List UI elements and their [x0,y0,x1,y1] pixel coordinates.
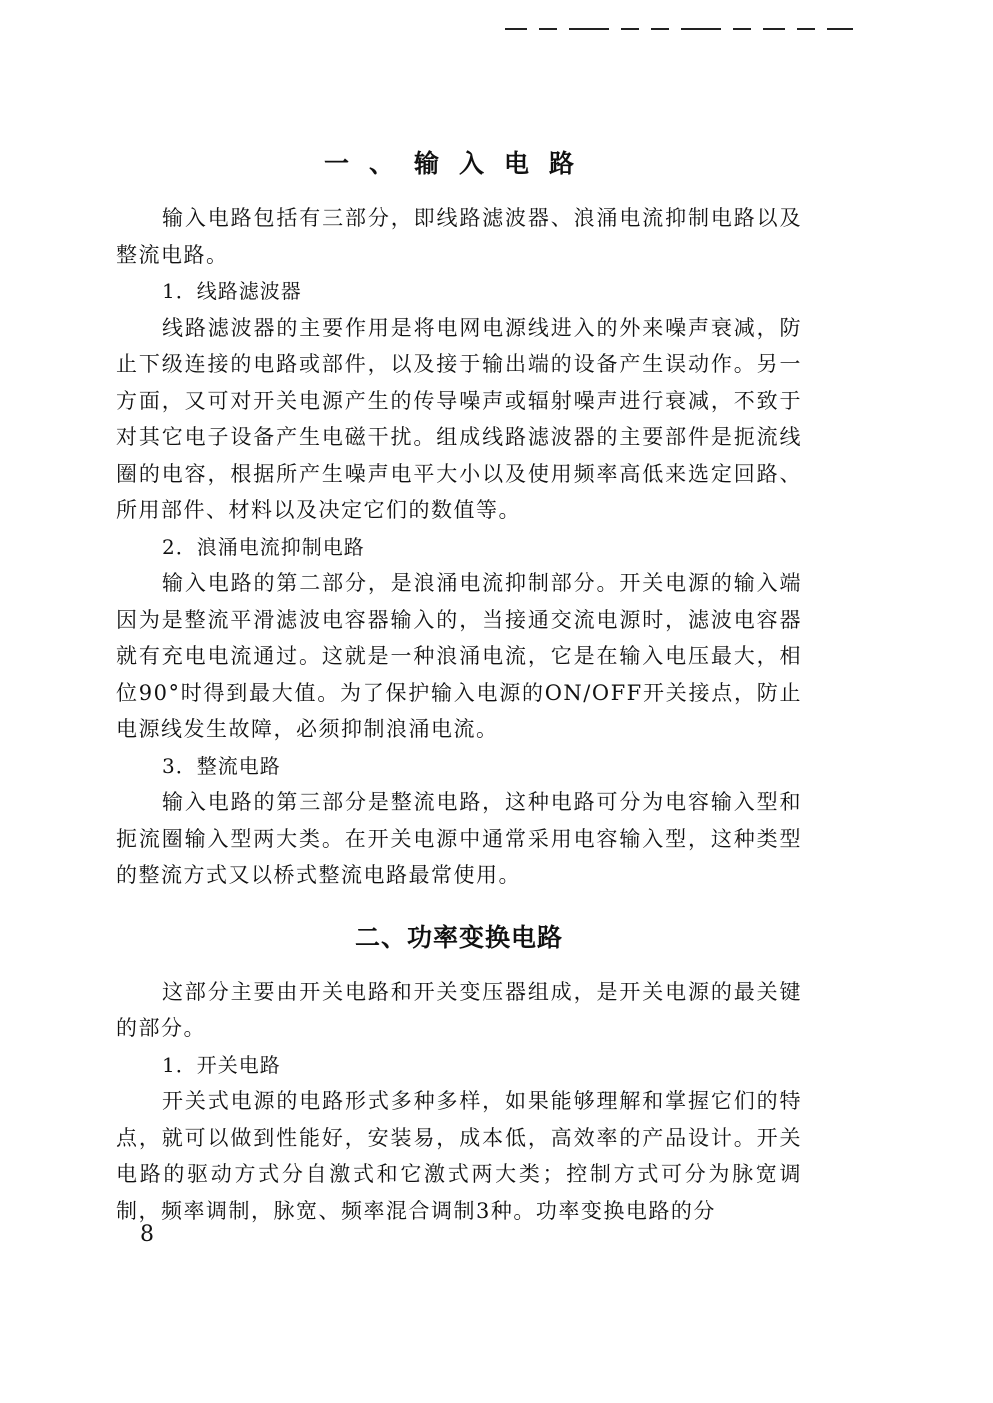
subsection-2-1-body: 开关式电源的电路形式多种多样，如果能够理解和掌握它们的特点，就可以做到性能好，安装易，成本低，高效率的产品设计。开关电路的驱动方式分自激式和它激式两大类；控制方式可分为脉宽调制，频率调制，脉宽、频率混合调制3种。功率变换电路的分 [116,1089,802,1223]
section-1-title: 一、输入电路 [323,149,594,178]
subsection-1-2-body: 输入电路的第二部分，是浪涌电流抑制部分。开关电源的输入端因为是整流平滑滤波电容器输入的，当接通交流电源时，滤波电容器就有充电电流通过。这就是一种浪涌电流，它是在输入电压最大，相位90°时得到最大值。为了保护输入电源的ON/OFF开关接点，防止电源线发生故障，必须抑制浪涌电流。 [116,571,802,741]
subsection-1-3-body: 输入电路的第三部分是整流电路，这种电路可分为电容输入型和扼流圈输入型两大类。在开关电源中通常采用电容输入型，这种类型的整流方式又以桥式整流电路最常使用。 [116,790,802,887]
subsection-1-1-body: 线路滤波器的主要作用是将电网电源线进入的外来噪声衰减，防止下级连接的电路或部件，以及接于输出端的设备产生误动作。另一方面，又可对开关电源产生的传导噪声或辐射噪声进行衰减，不致于对其它电子设备产生电磁干扰。组成线路滤波器的主要部件是扼流线圈的电容，根据所产生噪声电平大小以及使用频率高低来选定回路、所用部件、材料以及决定它们的数值等。 [116,315,802,522]
subsection-1-2-heading: 2．浪涌电流抑制电路 [162,534,365,559]
page-body [116,140,802,1229]
section-2-intro: 这部分主要由开关电路和开关变压器组成，是开关电源的最关键的部分。 [116,979,802,1040]
section-1-intro: 输入电路包括有三部分，即线路滤波器、浪涌电流抑制电路以及整流电路。 [116,206,802,267]
subsection-1-1-heading: 1．线路滤波器 [162,279,302,303]
page-number: 8 [140,1222,154,1247]
section-2-title: 二、功率变换电路 [354,922,563,952]
header-rule [505,22,965,36]
subsection-1-3-heading: 3．整流电路 [162,753,281,778]
subsection-2-1-heading: 1．开关电路 [162,1052,281,1077]
